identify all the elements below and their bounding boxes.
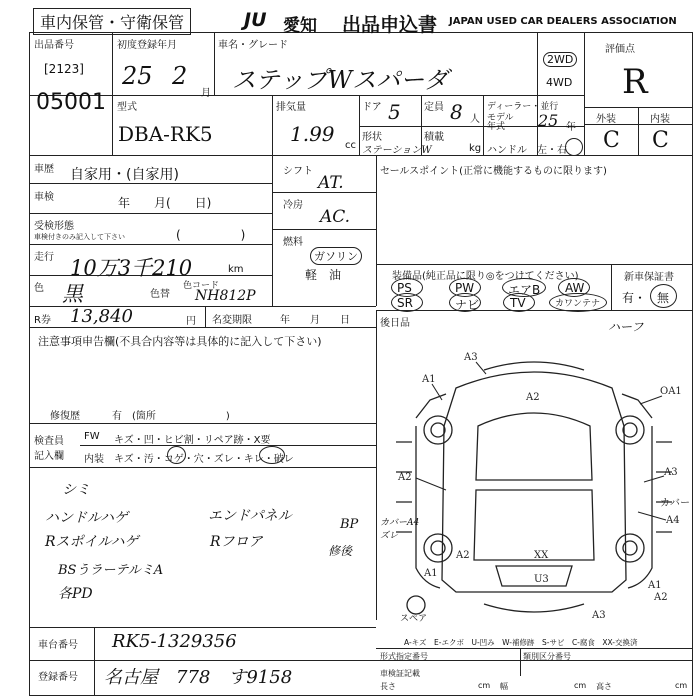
mark-a1-front-left: A1 bbox=[422, 374, 436, 385]
rename-label: 名変期限 bbox=[212, 315, 252, 326]
type-label: 型式 bbox=[117, 102, 137, 113]
remark-5: 各PD bbox=[58, 586, 93, 602]
equip-sr: SR bbox=[397, 296, 413, 310]
lot-small: [2123] bbox=[44, 62, 84, 76]
inspector-entry-label: 記入欄 bbox=[34, 451, 64, 462]
rear-seat-label: 後日品 bbox=[380, 318, 410, 329]
displacement-value: 1.99 bbox=[290, 122, 335, 146]
load-label: 積載 bbox=[424, 132, 444, 143]
mark-a2-rear-left: A2 bbox=[456, 550, 470, 561]
remark-right-2: Rフロア bbox=[210, 534, 263, 550]
dim-length-label: 長さ bbox=[380, 682, 396, 691]
repair-history-label: 修復歴 bbox=[50, 411, 80, 422]
lot-number: 05001 bbox=[36, 90, 106, 115]
rename-value: 年 月 日 bbox=[280, 315, 350, 326]
dim-doc-label: 車検証記載 bbox=[380, 669, 420, 678]
handle-options: 左・右 bbox=[537, 145, 567, 156]
color-value: 黒 bbox=[62, 282, 83, 306]
remark-2: ハンドルハゲ bbox=[45, 510, 129, 526]
remark-right-3: BP bbox=[340, 517, 359, 532]
fuel-label: 燃料 bbox=[283, 237, 303, 248]
first-reg-label: 初度登録年月 bbox=[117, 40, 177, 51]
fuel-gasoline: ガソリン bbox=[310, 247, 362, 265]
recycle-label: R券 bbox=[34, 315, 51, 326]
mark-a3-right: A3 bbox=[664, 467, 678, 478]
history-value: 自家用・(自家用) bbox=[70, 167, 179, 183]
capacity-value: 8 bbox=[450, 100, 463, 124]
mark-xx: XX bbox=[534, 550, 549, 561]
model-value: ステップWスパーダ bbox=[232, 66, 449, 94]
color-label: 色 bbox=[34, 283, 44, 294]
exterior-key: FW bbox=[84, 431, 100, 442]
door-label: ドア bbox=[362, 102, 382, 113]
model-year-unit: 年 bbox=[566, 122, 576, 133]
registration-label: 登録番号 bbox=[38, 672, 78, 683]
equip-pw: PW bbox=[455, 281, 475, 295]
org-name: 愛知 bbox=[283, 16, 317, 36]
remark-right-5: カバーA4ズレ bbox=[380, 518, 420, 541]
mark-a2-rear-right: A2 bbox=[654, 592, 668, 603]
notes-label: 注意事項申告欄(不具合内容等は具体的に記入して下さい) bbox=[38, 335, 322, 348]
chassis-value: RK5-1329356 bbox=[112, 631, 237, 652]
drive-4wd: 4WD bbox=[546, 76, 573, 89]
ac-label: 冷房 bbox=[283, 200, 303, 211]
remark-1: シミ bbox=[62, 482, 90, 498]
capacity-label: 定員 bbox=[424, 102, 444, 113]
sales-point-label: セールスポイント(正常に機能するものに限ります) bbox=[380, 166, 607, 177]
class-number-label: 類別区分番号 bbox=[523, 652, 571, 661]
lot-number-label: 出品番号 bbox=[34, 40, 74, 51]
type-value: DBA-RK5 bbox=[118, 122, 213, 146]
storage-stamp: 車内保管・守衛保管 bbox=[33, 8, 191, 35]
receipt-paren: ( ) bbox=[176, 228, 246, 242]
warranty-yes: 有・ bbox=[622, 291, 647, 305]
interior-label: 内装 bbox=[650, 114, 670, 125]
exterior-grade: C bbox=[603, 128, 620, 153]
ju-logo: JU bbox=[244, 9, 267, 31]
inspection-value: 年 月( 日) bbox=[118, 196, 212, 210]
equip-airbag: エアB bbox=[508, 283, 541, 297]
receipt-note: 車検付きのみ記入して下さい bbox=[34, 233, 125, 241]
remark-right-1: エンドパネル bbox=[208, 508, 292, 524]
dim-width-unit: cm bbox=[574, 681, 587, 690]
color-change-label: 色替 bbox=[150, 289, 170, 300]
color-code-value: NH812P bbox=[195, 288, 256, 304]
equip-ps: PS bbox=[397, 281, 412, 295]
interior-line: キズ・汚・コゲ・穴・ズレ・キレ・破レ bbox=[114, 454, 294, 465]
warranty-no: 無 bbox=[657, 291, 670, 305]
mark-a2-hood: A2 bbox=[526, 392, 540, 403]
displacement-label: 排気量 bbox=[276, 102, 306, 113]
repair-history-value: 有 (箇所 ) bbox=[112, 411, 230, 422]
drive-2wd: 2WD bbox=[543, 52, 577, 67]
association-name: JAPAN USED CAR DEALERS ASSOCIATION bbox=[449, 16, 677, 27]
equip-tv: TV bbox=[510, 296, 526, 310]
shift-value: AT. bbox=[318, 173, 344, 193]
score-value: R bbox=[622, 62, 648, 102]
score-label: 評価点 bbox=[605, 44, 635, 55]
dealer-label: ディーラー・並行 bbox=[487, 102, 559, 112]
dim-height-unit: cm bbox=[675, 681, 688, 690]
mark-a1-rear-left: A1 bbox=[424, 568, 438, 579]
remark-4: BSうラーテルミA bbox=[58, 563, 164, 578]
dim-length-unit: cm bbox=[478, 681, 491, 690]
remark-right-4: 修後 bbox=[328, 544, 353, 558]
handle-right-circle bbox=[565, 138, 583, 156]
shape-label: 形状 bbox=[362, 132, 382, 143]
fuel-diesel: 軽 油 bbox=[305, 268, 342, 282]
history-label: 車歴 bbox=[34, 164, 54, 175]
interior-key: 内装 bbox=[84, 454, 104, 465]
model-year-value: 25 bbox=[538, 111, 559, 130]
form-title: 出品申込書 bbox=[342, 14, 438, 36]
exterior-label: 外装 bbox=[596, 114, 616, 125]
inspector-label: 検査員 bbox=[34, 436, 64, 447]
type-designation-label: 形式指定番号 bbox=[380, 652, 428, 661]
mark-u3: U3 bbox=[534, 574, 549, 585]
exterior-line: キズ・凹・ヒビ割・リペア跡・X要 bbox=[114, 435, 271, 446]
mark-a3-front: A3 bbox=[464, 352, 478, 363]
capacity-unit: 人 bbox=[470, 114, 480, 125]
spare-label: スペア bbox=[400, 614, 428, 624]
km-unit: km bbox=[228, 264, 244, 275]
mark-a4-right: A4 bbox=[666, 515, 680, 526]
handle-label: ハンドル bbox=[487, 145, 527, 156]
door-value: 5 bbox=[388, 100, 401, 124]
warranty-label: 新車保証書 bbox=[624, 272, 674, 283]
interior-grade: C bbox=[652, 128, 669, 153]
model-year-label: モデル 年式 bbox=[487, 113, 514, 132]
equipment-label: 装備品(純正品に限り◎をつけてください) bbox=[392, 271, 579, 282]
ac-value: AC. bbox=[320, 207, 351, 227]
equip-antenna: カワンテナ bbox=[555, 299, 601, 309]
mark-a1-rear-right: A1 bbox=[648, 580, 662, 591]
mark-a3-rear: A3 bbox=[592, 610, 606, 621]
dim-width-label: 幅 bbox=[500, 682, 508, 691]
receipt-label: 受検形態 bbox=[34, 221, 74, 232]
kg-unit: kg bbox=[469, 143, 482, 154]
mark-a2-left: A2 bbox=[398, 472, 412, 483]
recycle-value: 13,840 bbox=[70, 306, 133, 327]
recycle-unit: 円 bbox=[186, 316, 196, 327]
color-code-label: 色コード bbox=[183, 281, 220, 291]
mileage-value: 10万3千210 bbox=[70, 256, 193, 280]
first-reg-year: 25 bbox=[122, 62, 153, 90]
mark-oa1: OA1 bbox=[660, 386, 682, 397]
shift-label: シフト bbox=[283, 166, 313, 177]
cc-unit: cc bbox=[345, 140, 356, 151]
rear-seat-value: ハーフ bbox=[608, 320, 644, 334]
mileage-label: 走行 bbox=[34, 252, 54, 263]
shape-value: ステーションW bbox=[362, 145, 432, 156]
mark-cover: カバー bbox=[660, 498, 690, 509]
damage-legend: A-キズ E-エクボ U-凹み W-補修跡 S-サビ C-腐食 XX-交換済 bbox=[404, 638, 638, 647]
dim-height-label: 高さ bbox=[596, 682, 612, 691]
first-reg-month: 2 bbox=[172, 62, 188, 90]
month-unit: 月 bbox=[201, 88, 211, 99]
inspection-label: 車検 bbox=[34, 192, 54, 203]
model-label: 車名・グレード bbox=[218, 40, 288, 51]
car-diagram bbox=[376, 330, 693, 630]
remark-3: Rスポイルハゲ bbox=[45, 534, 139, 550]
registration-value: 名古屋 778 す9158 bbox=[104, 667, 293, 688]
chassis-label: 車台番号 bbox=[38, 640, 78, 651]
equip-aw: AW bbox=[565, 281, 585, 295]
equip-navi: ナビ bbox=[455, 298, 480, 312]
